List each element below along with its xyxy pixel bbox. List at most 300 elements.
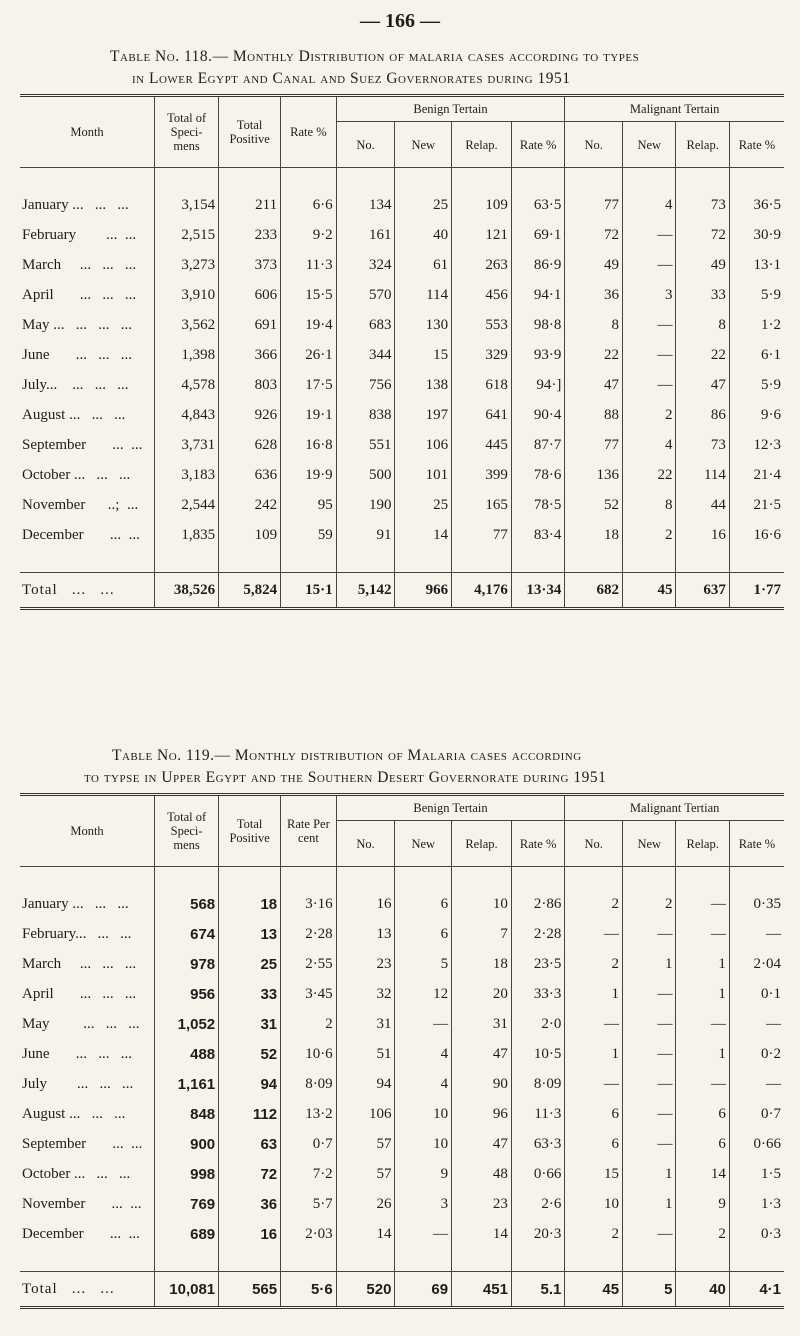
total-month-cell: Total ... ... <box>20 573 155 609</box>
malignant-no-cell: 49 <box>565 250 623 280</box>
benign-rate-cell: 87·7 <box>511 430 564 460</box>
malignant-no-cell: — <box>565 919 623 949</box>
malignant-relap-cell: 6 <box>676 1129 729 1159</box>
malignant-new-cell: — <box>623 1009 676 1039</box>
spacer-cell <box>20 168 155 191</box>
malignant-rate-cell: 0·7 <box>729 1099 784 1129</box>
malignant-relap-cell: 1 <box>676 979 729 1009</box>
spacer-cell <box>219 168 281 191</box>
benign-no-cell: 161 <box>336 220 395 250</box>
total-specimens-cell: 568 <box>155 889 219 919</box>
total-positive-cell: 25 <box>219 949 281 979</box>
header-malignant-rate: Rate % <box>729 122 784 168</box>
benign-rate-cell: 94·] <box>511 370 564 400</box>
malignant-new-cell: — <box>623 1069 676 1099</box>
header-malignant-relap: Relap. <box>676 122 729 168</box>
header-total-positive: Total Positive <box>219 96 281 168</box>
malignant-rate-cell: 6·1 <box>729 340 784 370</box>
malignant-no-cell: 2 <box>565 1219 623 1249</box>
benign-rate-cell: 63·3 <box>511 1129 564 1159</box>
benign-relap-cell: 641 <box>452 400 512 430</box>
malignant-rate-cell: 5·9 <box>729 280 784 310</box>
month-cell: August ... ... ... <box>22 1105 126 1122</box>
total-benign-rate-cell: 13·34 <box>511 573 564 609</box>
malignant-no-cell: 88 <box>565 400 623 430</box>
spacer-cell <box>20 867 155 890</box>
benign-no-cell: 551 <box>336 430 395 460</box>
spacer-cell <box>219 867 281 890</box>
malignant-rate-cell: 16·6 <box>729 520 784 550</box>
benign-relap-cell: 109 <box>452 190 512 220</box>
header-malignant-no: No. <box>565 122 623 168</box>
spacer-cell <box>623 1249 676 1272</box>
benign-no-cell: 94 <box>336 1069 395 1099</box>
table-119-title <box>84 745 784 789</box>
benign-relap-cell: 329 <box>452 340 512 370</box>
spacer-cell <box>729 1249 784 1272</box>
malignant-relap-cell: — <box>676 919 729 949</box>
spacer-cell <box>395 168 452 191</box>
spacer-cell <box>565 550 623 573</box>
spacer-cell <box>511 550 564 573</box>
rate-cell: 10·6 <box>281 1039 337 1069</box>
rate-cell: 19·1 <box>281 400 337 430</box>
malignant-rate-cell: 36·5 <box>729 190 784 220</box>
month-cell: March ... ... ... <box>22 256 137 273</box>
total-positive-cell: 31 <box>219 1009 281 1039</box>
total-benign-new-cell: 966 <box>395 573 452 609</box>
malignant-relap-cell: 9 <box>676 1189 729 1219</box>
malignant-new-cell: — <box>623 310 676 340</box>
table-row <box>20 490 784 520</box>
total-specimens-cell: 1,398 <box>155 340 219 370</box>
malignant-relap-cell: 1 <box>676 949 729 979</box>
malignant-new-cell: — <box>623 250 676 280</box>
table-119 <box>20 793 784 1309</box>
spacer-cell <box>676 1249 729 1272</box>
malignant-new-cell: — <box>623 1099 676 1129</box>
table-row <box>20 1189 784 1219</box>
benign-new-cell: 5 <box>395 949 452 979</box>
total-specimens-cell: 3,731 <box>155 430 219 460</box>
total-malignant-relap-cell: 40 <box>676 1272 729 1308</box>
malignant-new-cell: — <box>623 1039 676 1069</box>
benign-rate-cell: 69·1 <box>511 220 564 250</box>
total-benign-rate-cell: 5.1 <box>511 1272 564 1308</box>
header-benign-new: New <box>395 821 452 867</box>
malignant-new-cell: 8 <box>623 490 676 520</box>
table-118 <box>20 94 784 610</box>
total-specimens-cell: 1,835 <box>155 520 219 550</box>
total-malignant-new-cell: 5 <box>623 1272 676 1308</box>
benign-relap-cell: 7 <box>452 919 512 949</box>
total-positive-cell: 211 <box>219 190 281 220</box>
spacer-cell <box>395 867 452 890</box>
malignant-rate-cell: — <box>729 1009 784 1039</box>
table-118-title-line1: Table No. 118.— Monthly Distribution of malaria cases according to types <box>110 48 640 65</box>
total-positive-cell: 112 <box>219 1099 281 1129</box>
total-malignant-new-cell: 45 <box>623 573 676 609</box>
benign-relap-cell: 618 <box>452 370 512 400</box>
rate-cell: 2 <box>281 1009 337 1039</box>
malignant-relap-cell: — <box>676 1069 729 1099</box>
total-specimens-cell: 998 <box>155 1159 219 1189</box>
total-positive-cell: 628 <box>219 430 281 460</box>
month-cell: April ... ... ... <box>22 286 137 303</box>
malignant-relap-cell: 72 <box>676 220 729 250</box>
benign-no-cell: 16 <box>336 889 395 919</box>
benign-new-cell: 101 <box>395 460 452 490</box>
spacer-cell <box>219 1249 281 1272</box>
benign-no-cell: 57 <box>336 1159 395 1189</box>
rate-cell: 26·1 <box>281 340 337 370</box>
total-specimens-cell: 978 <box>155 949 219 979</box>
rate-cell: 15·5 <box>281 280 337 310</box>
benign-rate-cell: 83·4 <box>511 520 564 550</box>
malignant-no-cell: 2 <box>565 949 623 979</box>
malignant-relap-cell: — <box>676 889 729 919</box>
total-total-positive-cell: 565 <box>219 1272 281 1308</box>
benign-rate-cell: 2·86 <box>511 889 564 919</box>
malignant-rate-cell: 9·6 <box>729 400 784 430</box>
rate-cell: 0·7 <box>281 1129 337 1159</box>
header-total-specimens: Total of Speci- mens <box>155 795 219 867</box>
spacer-cell <box>155 1249 219 1272</box>
rate-cell: 19·9 <box>281 460 337 490</box>
malignant-no-cell: — <box>565 1009 623 1039</box>
benign-rate-cell: 23·5 <box>511 949 564 979</box>
benign-no-cell: 23 <box>336 949 395 979</box>
total-positive-cell: 636 <box>219 460 281 490</box>
benign-rate-cell: 0·66 <box>511 1159 564 1189</box>
total-positive-cell: 366 <box>219 340 281 370</box>
table-row <box>20 250 784 280</box>
total-row <box>20 1272 784 1308</box>
malignant-new-cell: 2 <box>623 400 676 430</box>
benign-new-cell: 6 <box>395 889 452 919</box>
table-row <box>20 1039 784 1069</box>
benign-relap-cell: 456 <box>452 280 512 310</box>
benign-new-cell: 25 <box>395 190 452 220</box>
month-cell: February ... ... <box>22 226 137 243</box>
malignant-relap-cell: 1 <box>676 1039 729 1069</box>
malignant-no-cell: 47 <box>565 370 623 400</box>
benign-relap-cell: 47 <box>452 1039 512 1069</box>
benign-no-cell: 683 <box>336 310 395 340</box>
month-cell: October ... ... ... <box>22 466 131 483</box>
table-row <box>20 400 784 430</box>
spacer-cell <box>336 867 395 890</box>
total-specimens-cell: 848 <box>155 1099 219 1129</box>
table-119-title-line2: to typse in Upper Egypt and the Southern Desert Governorate during 1951 <box>84 769 607 786</box>
month-cell: July ... ... ... <box>22 1075 134 1092</box>
spacer-cell <box>281 867 337 890</box>
benign-relap-cell: 23 <box>452 1189 512 1219</box>
malignant-new-cell: 2 <box>623 889 676 919</box>
total-positive-cell: 803 <box>219 370 281 400</box>
total-rate-cell: 5·6 <box>281 1272 337 1308</box>
malignant-no-cell: 136 <box>565 460 623 490</box>
malignant-rate-cell: 0·3 <box>729 1219 784 1249</box>
spacer-cell <box>281 168 337 191</box>
malignant-relap-cell: 2 <box>676 1219 729 1249</box>
benign-rate-cell: 20·3 <box>511 1219 564 1249</box>
total-specimens-cell: 1,052 <box>155 1009 219 1039</box>
total-specimens-cell: 674 <box>155 919 219 949</box>
benign-no-cell: 57 <box>336 1129 395 1159</box>
malignant-rate-cell: 0·1 <box>729 979 784 1009</box>
malignant-new-cell: — <box>623 1129 676 1159</box>
month-cell: July... ... ... ... <box>22 376 129 393</box>
malignant-new-cell: 3 <box>623 280 676 310</box>
month-cell: November ..; ... <box>22 496 139 513</box>
malignant-rate-cell: 1·3 <box>729 1189 784 1219</box>
malignant-new-cell: 4 <box>623 190 676 220</box>
rate-cell: 95 <box>281 490 337 520</box>
spacer-cell <box>281 550 337 573</box>
spacer-cell <box>155 867 219 890</box>
total-specimens-cell: 900 <box>155 1129 219 1159</box>
malignant-relap-cell: 86 <box>676 400 729 430</box>
total-positive-cell: 373 <box>219 250 281 280</box>
total-malignant-relap-cell: 637 <box>676 573 729 609</box>
spacer-cell <box>336 1249 395 1272</box>
rate-cell: 13·2 <box>281 1099 337 1129</box>
total-benign-new-cell: 69 <box>395 1272 452 1308</box>
benign-no-cell: 500 <box>336 460 395 490</box>
malignant-rate-cell: 0·35 <box>729 889 784 919</box>
malignant-no-cell: 18 <box>565 520 623 550</box>
table-row <box>20 919 784 949</box>
total-positive-cell: 52 <box>219 1039 281 1069</box>
header-rate: Rate % <box>281 96 337 168</box>
malignant-new-cell: — <box>623 919 676 949</box>
total-positive-cell: 94 <box>219 1069 281 1099</box>
month-cell: January ... ... ... <box>22 196 129 213</box>
total-rate-cell: 15·1 <box>281 573 337 609</box>
header-malignant-new: New <box>623 122 676 168</box>
table-row <box>20 340 784 370</box>
benign-relap-cell: 48 <box>452 1159 512 1189</box>
malignant-no-cell: 2 <box>565 889 623 919</box>
benign-relap-cell: 10 <box>452 889 512 919</box>
malignant-relap-cell: 33 <box>676 280 729 310</box>
benign-new-cell: 3 <box>395 1189 452 1219</box>
month-cell: June ... ... ... <box>22 1045 132 1062</box>
malignant-rate-cell: 21·4 <box>729 460 784 490</box>
table-119-title-line1: Table No. 119.— Monthly distribution of Malaria cases according <box>112 747 582 764</box>
header-benign-new: New <box>395 122 452 168</box>
total-specimens-cell: 3,154 <box>155 190 219 220</box>
malignant-no-cell: 77 <box>565 430 623 460</box>
benign-relap-cell: 18 <box>452 949 512 979</box>
spacer-cell <box>336 168 395 191</box>
header-malignant-no: No. <box>565 821 623 867</box>
total-benign-no-cell: 520 <box>336 1272 395 1308</box>
total-malignant-rate-cell: 4·1 <box>729 1272 784 1308</box>
benign-rate-cell: 98·8 <box>511 310 564 340</box>
total-specimens-cell: 3,273 <box>155 250 219 280</box>
rate-cell: 7·2 <box>281 1159 337 1189</box>
total-specimens-cell: 3,183 <box>155 460 219 490</box>
table-row <box>20 1009 784 1039</box>
header-malignant-rate: Rate % <box>729 821 784 867</box>
total-positive-cell: 36 <box>219 1189 281 1219</box>
rate-cell: 9·2 <box>281 220 337 250</box>
rate-cell: 11·3 <box>281 250 337 280</box>
total-benign-relap-cell: 4,176 <box>452 573 512 609</box>
spacer-cell <box>729 550 784 573</box>
total-positive-cell: 16 <box>219 1219 281 1249</box>
spacer-cell <box>729 867 784 890</box>
total-positive-cell: 242 <box>219 490 281 520</box>
malignant-new-cell: — <box>623 979 676 1009</box>
benign-rate-cell: 90·4 <box>511 400 564 430</box>
spacer-cell <box>20 1249 155 1272</box>
malignant-new-cell: — <box>623 1219 676 1249</box>
benign-rate-cell: 33·3 <box>511 979 564 1009</box>
malignant-new-cell: 22 <box>623 460 676 490</box>
benign-no-cell: 32 <box>336 979 395 1009</box>
malignant-rate-cell: 0·66 <box>729 1129 784 1159</box>
spacer-cell <box>623 550 676 573</box>
spacer-cell <box>623 168 676 191</box>
malignant-rate-cell: 0·2 <box>729 1039 784 1069</box>
benign-relap-cell: 96 <box>452 1099 512 1129</box>
benign-no-cell: 51 <box>336 1039 395 1069</box>
total-specimens-cell: 1,161 <box>155 1069 219 1099</box>
spacer-cell <box>676 168 729 191</box>
month-cell: June ... ... ... <box>22 346 132 363</box>
rate-cell: 2·28 <box>281 919 337 949</box>
total-specimens-cell: 4,578 <box>155 370 219 400</box>
malignant-relap-cell: 16 <box>676 520 729 550</box>
total-positive-cell: 13 <box>219 919 281 949</box>
total-malignant-no-cell: 45 <box>565 1272 623 1308</box>
table-118-title-line2: in Lower Egypt and Canal and Suez Governorates during 1951 <box>132 70 571 87</box>
benign-no-cell: 106 <box>336 1099 395 1129</box>
rate-cell: 2·03 <box>281 1219 337 1249</box>
table-row <box>20 460 784 490</box>
benign-new-cell: 25 <box>395 490 452 520</box>
malignant-new-cell: 2 <box>623 520 676 550</box>
header-malignant-relap: Relap. <box>676 821 729 867</box>
spacer-cell <box>565 1249 623 1272</box>
table-row <box>20 1129 784 1159</box>
table-row <box>20 949 784 979</box>
spacer-cell <box>219 550 281 573</box>
rate-cell: 6·6 <box>281 190 337 220</box>
malignant-relap-cell: 8 <box>676 310 729 340</box>
spacer-row <box>20 550 784 573</box>
benign-new-cell: 130 <box>395 310 452 340</box>
table-row <box>20 190 784 220</box>
benign-no-cell: 91 <box>336 520 395 550</box>
total-specimens-cell: 4,843 <box>155 400 219 430</box>
benign-new-cell: — <box>395 1009 452 1039</box>
spacer-cell <box>452 867 512 890</box>
benign-rate-cell: 93·9 <box>511 340 564 370</box>
spacer-cell <box>155 168 219 191</box>
malignant-relap-cell: 44 <box>676 490 729 520</box>
table-row <box>20 280 784 310</box>
malignant-no-cell: 36 <box>565 280 623 310</box>
benign-relap-cell: 20 <box>452 979 512 1009</box>
malignant-relap-cell: 22 <box>676 340 729 370</box>
malignant-rate-cell: 2·04 <box>729 949 784 979</box>
benign-relap-cell: 90 <box>452 1069 512 1099</box>
benign-new-cell: 197 <box>395 400 452 430</box>
spacer-cell <box>281 1249 337 1272</box>
benign-rate-cell: 86·9 <box>511 250 564 280</box>
malignant-no-cell: 72 <box>565 220 623 250</box>
total-specimens-cell: 2,544 <box>155 490 219 520</box>
benign-relap-cell: 553 <box>452 310 512 340</box>
spacer-cell <box>395 550 452 573</box>
month-cell: May ... ... ... <box>22 1015 140 1032</box>
header-benign-tertain: Benign Tertain <box>336 795 565 821</box>
total-specimens-cell: 3,562 <box>155 310 219 340</box>
benign-rate-cell: 94·1 <box>511 280 564 310</box>
rate-cell: 2·55 <box>281 949 337 979</box>
total-positive-cell: 606 <box>219 280 281 310</box>
malignant-rate-cell: 1·2 <box>729 310 784 340</box>
total-positive-cell: 691 <box>219 310 281 340</box>
benign-new-cell: 138 <box>395 370 452 400</box>
malignant-no-cell: — <box>565 1069 623 1099</box>
benign-new-cell: 14 <box>395 520 452 550</box>
total-total-positive-cell: 5,824 <box>219 573 281 609</box>
malignant-no-cell: 77 <box>565 190 623 220</box>
malignant-rate-cell: 13·1 <box>729 250 784 280</box>
table-row <box>20 889 784 919</box>
benign-rate-cell: 78·6 <box>511 460 564 490</box>
table-row <box>20 979 784 1009</box>
total-positive-cell: 33 <box>219 979 281 1009</box>
header-total-positive: Total Positive <box>219 795 281 867</box>
rate-cell: 17·5 <box>281 370 337 400</box>
month-cell: September ... ... <box>22 1135 143 1152</box>
malignant-new-cell: 4 <box>623 430 676 460</box>
spacer-cell <box>565 867 623 890</box>
month-cell: April ... ... ... <box>22 985 137 1002</box>
malignant-new-cell: 1 <box>623 949 676 979</box>
total-positive-cell: 63 <box>219 1129 281 1159</box>
malignant-no-cell: 1 <box>565 1039 623 1069</box>
malignant-new-cell: — <box>623 340 676 370</box>
benign-new-cell: 61 <box>395 250 452 280</box>
month-cell: December ... ... <box>22 1225 140 1242</box>
malignant-no-cell: 22 <box>565 340 623 370</box>
benign-rate-cell: 11·3 <box>511 1099 564 1129</box>
benign-rate-cell: 10·5 <box>511 1039 564 1069</box>
malignant-relap-cell: 114 <box>676 460 729 490</box>
malignant-rate-cell: 30·9 <box>729 220 784 250</box>
spacer-cell <box>452 168 512 191</box>
benign-new-cell: 4 <box>395 1069 452 1099</box>
total-positive-cell: 18 <box>219 889 281 919</box>
total-total-specimens-cell: 10,081 <box>155 1272 219 1308</box>
rate-cell: 3·45 <box>281 979 337 1009</box>
total-month-cell: Total ... ... <box>20 1272 155 1308</box>
malignant-relap-cell: 49 <box>676 250 729 280</box>
rate-cell: 19·4 <box>281 310 337 340</box>
total-positive-cell: 109 <box>219 520 281 550</box>
benign-no-cell: 190 <box>336 490 395 520</box>
total-specimens-cell: 769 <box>155 1189 219 1219</box>
malignant-no-cell: 6 <box>565 1099 623 1129</box>
benign-new-cell: 15 <box>395 340 452 370</box>
